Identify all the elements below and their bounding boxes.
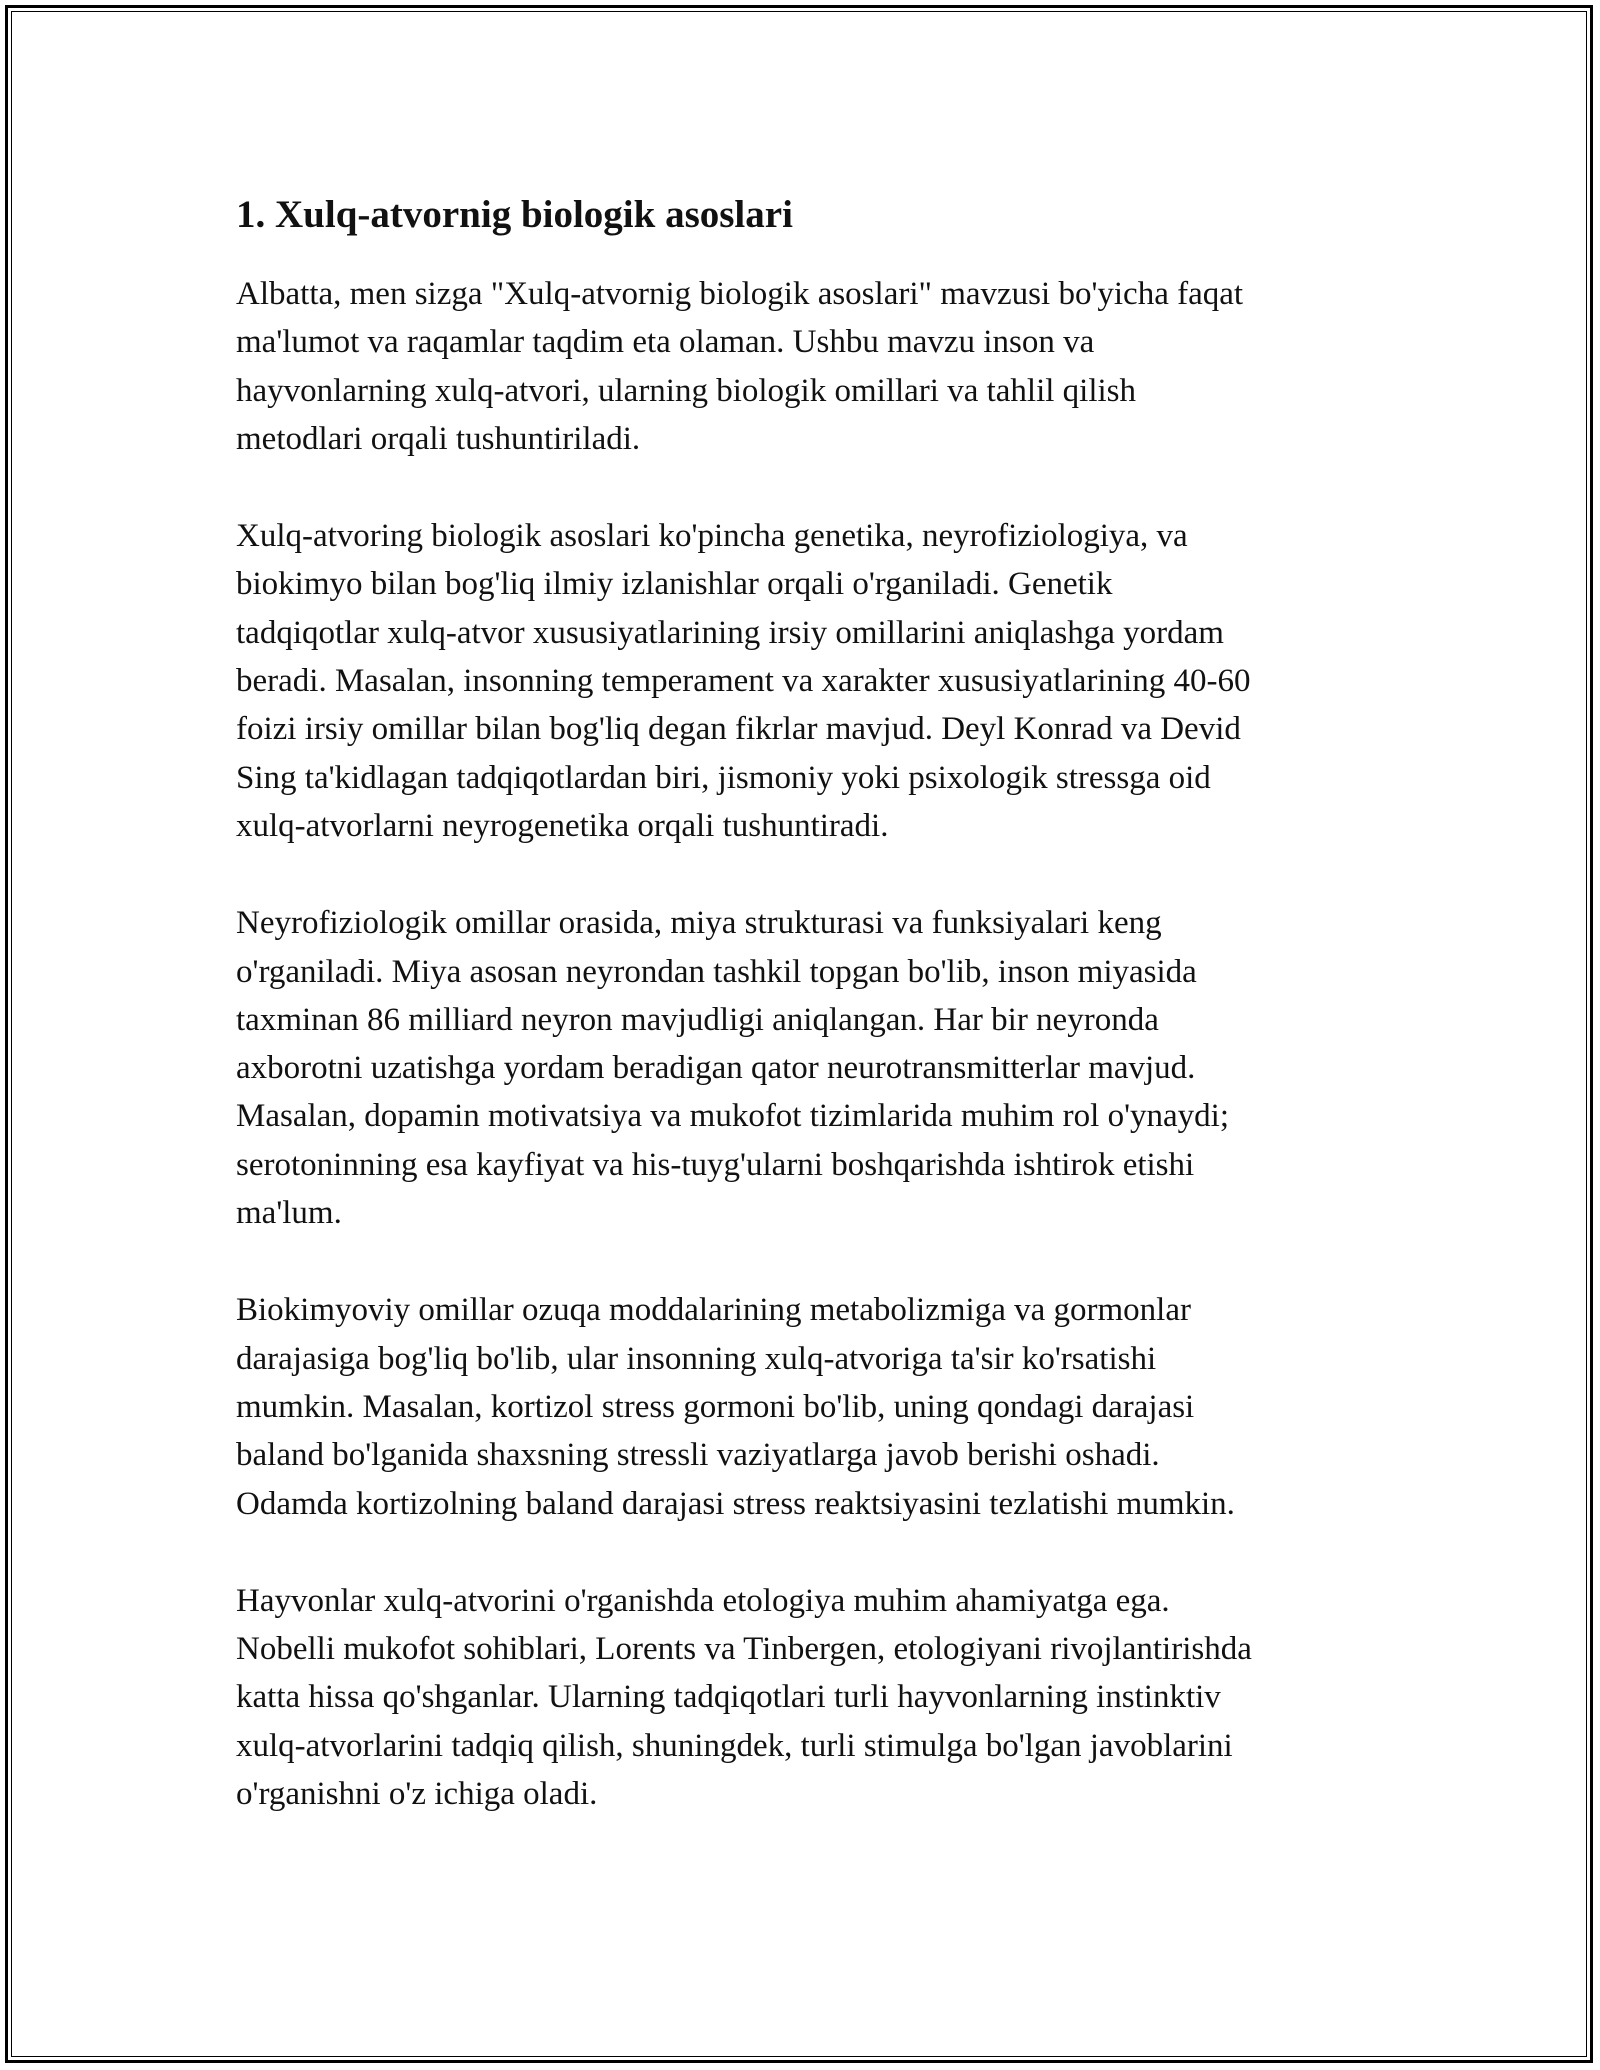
paragraph-line: Hayvonlar xulq-atvorini o'rganishda etologiya muhim ahamiyatga ega. — [236, 1582, 1170, 1619]
paragraph-line: serotoninning esa kayfiyat va his-tuyg'ularni boshqarishda ishtirok etishi — [236, 1146, 1195, 1183]
paragraph-line: metodlari orqali tushuntiriladi. — [236, 420, 641, 457]
paragraph-line: biokimyo bilan bog'liq ilmiy izlanishlar orqali o'rganiladi. Genetik — [236, 566, 1113, 603]
paragraph-line: xulq-atvorlarni neyrogenetika orqali tushuntiradi. — [236, 807, 889, 844]
paragraph-line: taxminan 86 milliard neyron mavjudligi aniqlangan. Har bir neyronda — [236, 1001, 1159, 1038]
paragraph-line: xulq-atvorlarini tadqiq qilish, shuningdek, turli stimulga bo'lgan javoblarini — [236, 1727, 1233, 1764]
paragraph-genetics — [236, 512, 1376, 850]
paragraph-line: o'rganishni o'z ichiga oladi. — [236, 1776, 598, 1813]
paragraph-line: mumkin. Masalan, kortizol stress gormoni bo'lib, uning qondagi darajasi — [236, 1388, 1195, 1425]
paragraph-line: foizi irsiy omillar bilan bog'liq degan fikrlar mavjud. Deyl Konrad va Devid — [236, 711, 1241, 748]
paragraph-line: ma'lumot va raqamlar taqdim eta olaman. Ushbu mavzu inson va — [236, 324, 1095, 361]
paragraph-line: baland bo'lganida shaxsning stressli vaziyatlarga javob berishi oshadi. — [236, 1437, 1160, 1474]
paragraph-line: katta hissa qo'shganlar. Ularning tadqiqotlari turli hayvonlarning instinktiv — [236, 1679, 1221, 1716]
paragraph-biochemistry — [236, 1286, 1376, 1527]
paragraph-line: Neyrofiziologik omillar orasida, miya strukturasi va funksiyalari keng — [236, 905, 1162, 942]
paragraph-line: ma'lum. — [236, 1195, 342, 1232]
section-title: 1. Xulq-atvornig biologik asoslari — [236, 193, 793, 236]
paragraph-line: Nobelli mukofot sohiblari, Lorents va Tinbergen, etologiyani rivojlantirishda — [236, 1631, 1252, 1668]
paragraph-intro — [236, 270, 1376, 463]
paragraph-line: Masalan, dopamin motivatsiya va mukofot tizimlarida muhim rol o'ynaydi; — [236, 1098, 1230, 1135]
paragraph-line: axborotni uzatishga yordam beradigan qator neurotransmitterlar mavjud. — [236, 1050, 1196, 1087]
paragraph-line: hayvonlarning xulq-atvori, ularning biologik omillari va tahlil qilish — [236, 372, 1137, 409]
paragraph-line: Albatta, men sizga "Xulq-atvornig biologik asoslari" mavzusi bo'yicha faqat — [236, 276, 1244, 312]
paragraph-line: beradi. Masalan, insonning temperament va xarakter xususiyatlarining 40-60 — [236, 663, 1251, 700]
paragraph-line: tadqiqotlar xulq-atvor xususiyatlarining irsiy omillarini aniqlashga yordam — [236, 614, 1224, 651]
paragraph-line: Biokimyoviy omillar ozuqa moddalarining metabolizmiga va gormonlar — [236, 1292, 1191, 1329]
paragraph-neurophysiology — [236, 899, 1376, 1237]
document-body — [236, 190, 1376, 1867]
paragraph-line: Sing ta'kidlagan tadqiqotlardan biri, jismoniy yoki psixologik stressga oid — [236, 759, 1211, 796]
paragraph-line: o'rganiladi. Miya asosan neyrondan tashkil topgan bo'lib, inson miyasida — [236, 953, 1197, 990]
paragraph-ethology — [236, 1577, 1376, 1818]
paragraph-line: Xulq-atvoring biologik asoslari ko'pincha genetika, neyrofiziologiya, va — [236, 518, 1188, 555]
paragraph-line: Odamda kortizolning baland darajasi stress reaktsiyasini tezlatishi mumkin. — [236, 1485, 1235, 1522]
paragraph-line: darajasiga bog'liq bo'lib, ular insonning xulq-atvoriga ta'sir ko'rsatishi — [236, 1340, 1157, 1377]
